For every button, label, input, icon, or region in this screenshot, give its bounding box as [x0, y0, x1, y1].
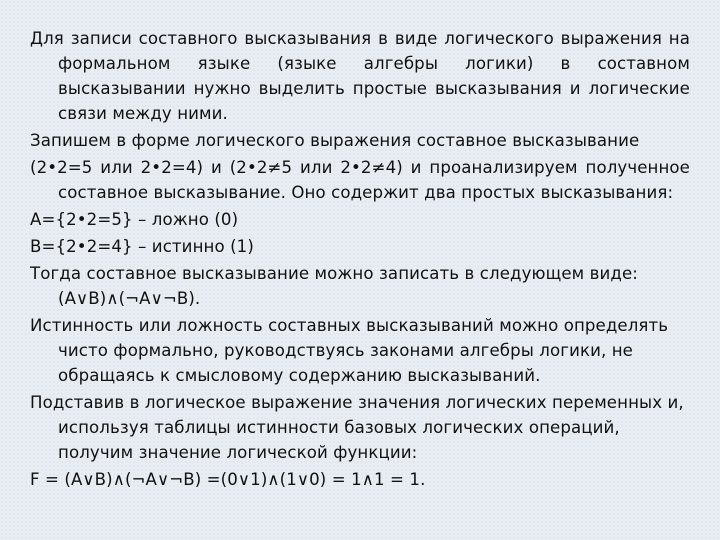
paragraph-substitution: Подставив в логическое выражение значения логических переменных и, используя таблицы истинности базовых логических операций, получим значение логической функции:	[30, 393, 684, 462]
paragraph-intro: Для записи составного высказывания в виде логического выражения на формальном языке (языке алгебры логики) в составном высказывании нужно выделить простые высказывания и логические связи между ними.	[30, 29, 690, 123]
paragraph-formal-truth: Истинность или ложность составных высказываний можно определять чисто формально, руководствуясь законами алгебры логики, не обращаясь к смысловому содержанию высказываний.	[30, 316, 669, 385]
paragraph-write-expression: Запишем в форме логического выражения составное высказывание	[30, 131, 640, 150]
formula-result: F = (А∨В)∧(¬А∨¬В) =(0∨1)∧(1∨0) = 1∧1 = 1.	[30, 470, 426, 489]
paragraph-compound-form: Тогда составное высказывание можно записать в следующем виде: (А∨В)∧(¬А∨¬В).	[30, 264, 638, 308]
statement-b: В={2•2=4} – истинно (1)	[30, 237, 254, 256]
paragraph-compound-statement: (2•2=5 или 2•2=4) и (2•2≠5 или 2•2≠4) и проанализируем полученное составное высказывание. Оно содержит два простых высказывания:	[30, 158, 690, 202]
statement-a: А={2•2=5} – ложно (0)	[30, 210, 239, 229]
